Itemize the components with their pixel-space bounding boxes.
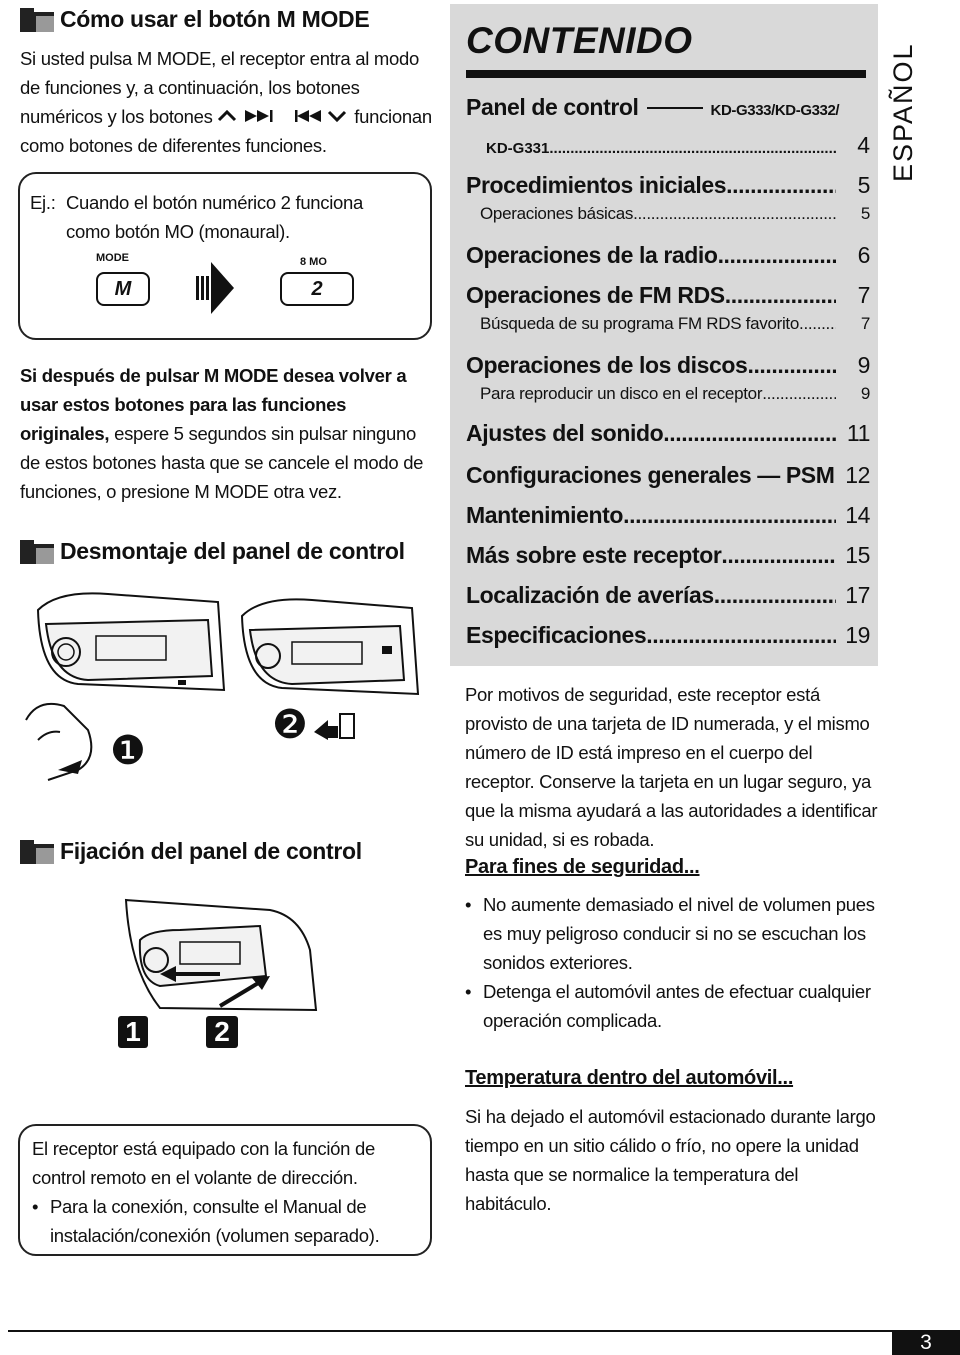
toc-leader-dots bbox=[747, 352, 836, 379]
toc-leader-dots bbox=[721, 542, 836, 569]
toc-row-panel-cont[interactable] bbox=[486, 132, 870, 159]
toc-row-label: Mantenimiento bbox=[466, 502, 624, 528]
section-marker-icon bbox=[20, 540, 54, 564]
security-bullet-2: • Detenga el automóvil antes de efectuar cualquier operación complicada. bbox=[465, 977, 877, 1035]
mo-button-illustration: 2 bbox=[280, 272, 354, 306]
mode-button-illustration: M bbox=[96, 272, 150, 306]
toc-row-label: Operaciones de los discos bbox=[466, 352, 748, 378]
toc-row[interactable] bbox=[480, 204, 870, 224]
toc-row-page: 5 bbox=[857, 172, 870, 198]
toc-row-label: Ajustes del sonido bbox=[466, 420, 664, 446]
fijacion-section-title bbox=[20, 838, 362, 865]
step-1-marker: ❶ bbox=[110, 729, 146, 773]
remote-control-bullet: • Para la conexión, consulte el Manual de instalación/conexión (volumen separado). bbox=[32, 1192, 412, 1250]
button-symbols-icon bbox=[217, 106, 349, 126]
toc-row-label: Operaciones básicas bbox=[480, 204, 634, 223]
toc-row-label: Procedimientos iniciales bbox=[466, 172, 727, 198]
toc-row-page: 4 bbox=[857, 132, 870, 158]
toc-row-label: Operaciones de FM RDS bbox=[466, 282, 725, 308]
mmode-paragraph-2 bbox=[20, 361, 440, 506]
panel-removed-illustration bbox=[232, 590, 432, 710]
remove-arrow-icon bbox=[312, 710, 358, 740]
toc-row-page: 14 bbox=[845, 502, 870, 528]
toc-row-page: 15 bbox=[845, 542, 870, 568]
mode-button-caption: MODE bbox=[96, 252, 129, 264]
example-text bbox=[30, 188, 390, 246]
toc-row-page: 9 bbox=[857, 352, 870, 378]
attach-step-1-marker: 1 bbox=[118, 1016, 148, 1048]
toc-leader-dots bbox=[633, 204, 836, 224]
toc-leader-dots bbox=[646, 622, 836, 649]
temperature-heading: Temperatura dentro del automóvil... bbox=[465, 1067, 794, 1089]
arrow-right-icon bbox=[196, 258, 236, 318]
page-number: 3 bbox=[892, 1330, 960, 1355]
toc-row[interactable] bbox=[466, 542, 870, 569]
toc-leader-dots bbox=[714, 582, 836, 609]
remote-control-info: El receptor está equipado con la función de control remoto en el volante de dirección. bbox=[32, 1138, 375, 1188]
mmode-p1-botones: botones bbox=[148, 106, 213, 127]
mmode-paragraph-1 bbox=[20, 44, 440, 160]
mmode-p1-text: Si usted pulsa M MODE, el receptor entra al modo de funciones y, a continuación, los botones numéricos y los bbox=[20, 48, 419, 127]
toc-row-page: 19 bbox=[845, 622, 870, 648]
security-bullet-1: • No aumente demasiado el nivel de volumen pues es muy peligroso conducir si no se escuchan los sonidos exteriores. bbox=[465, 890, 877, 977]
mmode-p1-end: funcionan como botones de diferentes funciones. bbox=[20, 106, 432, 156]
toc-row-label: Especificaciones bbox=[466, 622, 647, 648]
mmode-p2-rest: espere 5 segundos sin pulsar ninguno de estos botones hasta que se cancele el modo de funciones, o presione M MODE otra vez. bbox=[20, 423, 424, 502]
toc-leader-dots bbox=[663, 420, 836, 447]
section-marker-icon bbox=[20, 840, 54, 864]
toc-row-page: 12 bbox=[845, 462, 870, 488]
toc-row[interactable] bbox=[480, 384, 870, 404]
toc-row-page: 7 bbox=[857, 282, 870, 308]
toc-row-page: 5 bbox=[860, 204, 870, 223]
toc-row-label: Localización de averías bbox=[466, 582, 714, 608]
toc-row[interactable] bbox=[466, 172, 870, 199]
security-heading: Para fines de seguridad... bbox=[465, 856, 700, 878]
toc-row-page: 6 bbox=[857, 242, 870, 268]
example-label: Ej.: bbox=[30, 192, 56, 213]
section-marker-icon bbox=[20, 8, 54, 32]
toc-leader-dots bbox=[725, 282, 836, 309]
example-description: Cuando el botón numérico 2 funciona como botón MO (monaural). bbox=[66, 192, 364, 242]
temperature-text: Si ha dejado el automóvil estacionado durante largo tiempo en un sitio cálido o frío, no opere la unidad hasta que se normalice la temperatura del habitáculo. bbox=[465, 1106, 876, 1214]
mmode-p2-bold: Si después de pulsar M MODE desea volver a usar estos botones para las funciones originales, bbox=[20, 365, 407, 444]
toc-row[interactable] bbox=[466, 352, 870, 379]
toc-row-label: Para reproducir un disco en el receptor bbox=[480, 384, 763, 403]
security-bullets bbox=[465, 890, 877, 1035]
toc-row[interactable] bbox=[466, 242, 870, 269]
toc-leader-dots bbox=[726, 172, 836, 199]
remote-control-text bbox=[32, 1134, 412, 1250]
toc-row-label: Configuraciones generales — PSM bbox=[466, 462, 835, 488]
toc-leader-dots bbox=[799, 314, 836, 334]
em-dash bbox=[647, 107, 703, 109]
toc-row[interactable] bbox=[466, 462, 870, 489]
language-tab: ESPAÑOL bbox=[888, 42, 918, 182]
footer-rule bbox=[8, 1330, 960, 1332]
toc-row[interactable] bbox=[466, 582, 870, 609]
desmontaje-title: Desmontaje del panel de control bbox=[60, 538, 405, 564]
toc-leader-dots bbox=[762, 384, 836, 404]
toc-row-label: Operaciones de la radio bbox=[466, 242, 718, 268]
toc-row[interactable] bbox=[466, 282, 870, 309]
toc-row-page: 7 bbox=[860, 314, 870, 333]
fijacion-title: Fijación del panel de control bbox=[60, 838, 362, 864]
toc-row-panel[interactable] bbox=[466, 94, 870, 121]
toc-row-models: KD-G333/KD-G332/ bbox=[710, 102, 840, 119]
toc-title-rule bbox=[466, 70, 866, 78]
table-of-contents bbox=[450, 4, 878, 666]
attach-step-2-marker: 2 bbox=[206, 1016, 238, 1048]
mmode-section-title bbox=[20, 6, 369, 33]
toc-row[interactable] bbox=[480, 314, 870, 334]
mo-button-caption: 8 MO bbox=[300, 256, 327, 268]
toc-row-label: Panel de control bbox=[466, 94, 639, 120]
toc-row-page: 17 bbox=[845, 582, 870, 608]
security-intro: Por motivos de seguridad, este receptor está provisto de una tarjeta de ID numerada, y el mismo número de ID está impreso en el cuerpo del receptor. Conserve la tarjeta en un lugar seguro, ya que la misma ayudará a las autoridades a identificar su unidad, si es robada. bbox=[465, 684, 878, 850]
toc-leader-dots bbox=[623, 502, 836, 529]
toc-row-models-cont: KD-G331 bbox=[486, 140, 550, 157]
step-2-marker: ❷ bbox=[272, 703, 308, 747]
toc-row[interactable] bbox=[466, 502, 870, 529]
toc-row-page: 9 bbox=[860, 384, 870, 403]
panel-attach-illustration bbox=[120, 890, 335, 1020]
toc-row-label: Búsqueda de su programa FM RDS favorito bbox=[480, 314, 800, 333]
desmontaje-section-title bbox=[20, 538, 405, 565]
toc-row[interactable] bbox=[466, 420, 870, 447]
toc-leader-dots bbox=[718, 242, 836, 269]
mmode-title: Cómo usar el botón M MODE bbox=[60, 6, 370, 32]
toc-row-page: 11 bbox=[846, 420, 870, 446]
toc-row[interactable] bbox=[466, 622, 870, 649]
toc-title: CONTENIDO bbox=[466, 20, 693, 61]
toc-row-label: Más sobre este receptor bbox=[466, 542, 722, 568]
